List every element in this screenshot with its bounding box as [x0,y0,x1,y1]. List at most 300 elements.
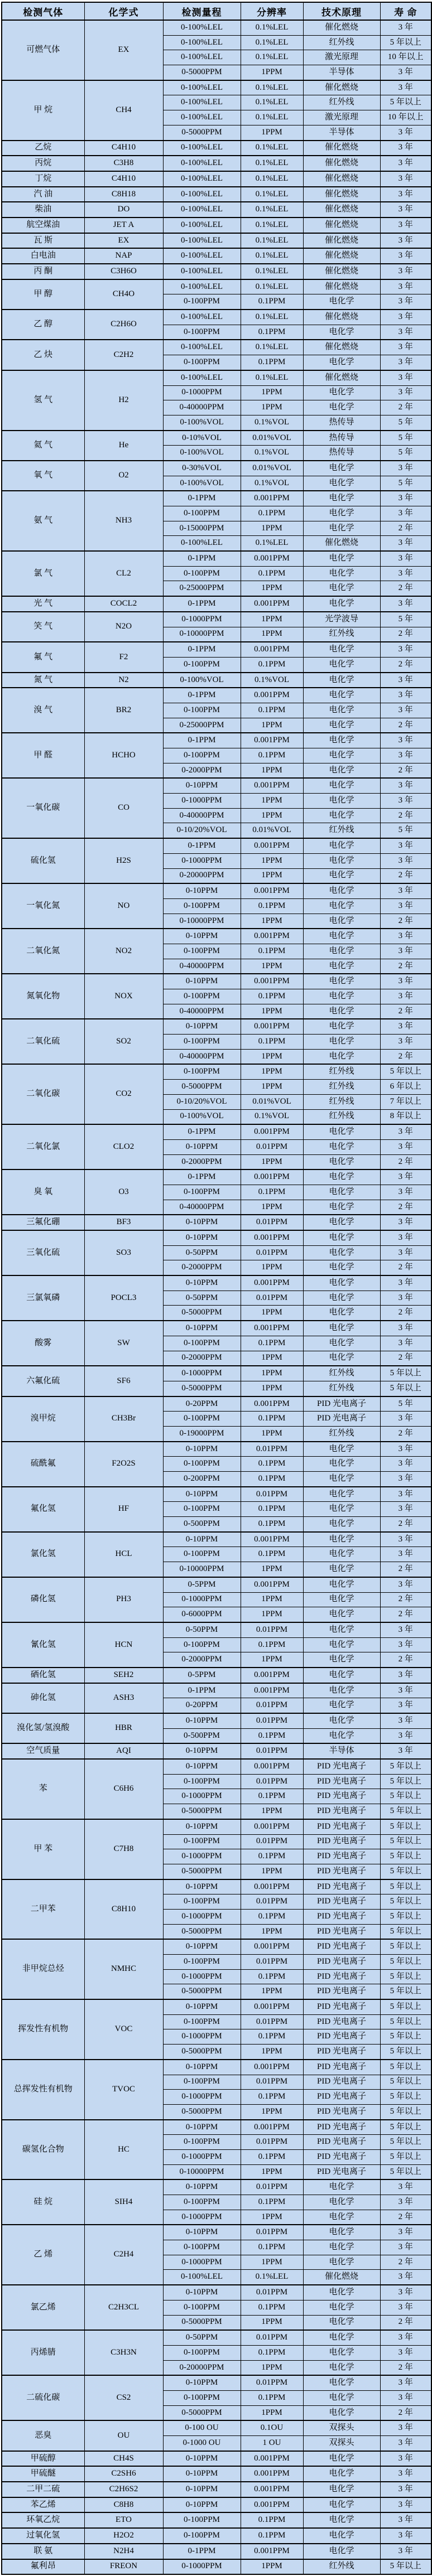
gas-name-cell: 一氧化氮 [2,883,84,929]
header-formula: 化学式 [84,2,163,20]
gas-name-cell: 非甲烷总烃 [2,1939,84,1999]
table-row [2,2497,431,2513]
range-cell: 0-5000PPM [163,1804,241,1819]
resolution-cell: 1PPM [241,2164,303,2179]
lifespan-cell: 3 年 [380,1457,431,1472]
principle-cell: PID 光电离子 [303,2164,380,2179]
table-row [2,1713,431,1728]
principle-cell: 半导体 [303,65,380,80]
range-cell: 0-100%VOL [163,673,241,688]
resolution-cell: 0.001PPM [241,1275,303,1291]
range-cell: 0-100PPM [163,2300,241,2315]
principle-cell: 电化学 [303,1532,380,1547]
resolution-cell: 1PPM [241,2255,303,2270]
resolution-cell: 0.1%VOL [241,476,303,491]
table-row [2,171,431,187]
lifespan-cell: 3 年 [380,2436,431,2451]
lifespan-cell: 3 年 [380,536,431,551]
range-cell: 0-10PPM [163,1999,241,2014]
lifespan-cell: 3 年 [380,642,431,657]
lifespan-cell: 2 年 [380,2255,431,2270]
lifespan-cell: 3 年 [380,2179,431,2195]
principle-cell: 电化学 [303,1004,380,1019]
principle-cell: 电化学 [303,2405,380,2420]
resolution-cell: 0.1PPM [241,703,303,718]
gas-name-cell: 溴化氢/氢溴酸 [2,1713,84,1743]
principle-cell: 电化学 [303,2240,380,2255]
lifespan-cell: 7 年以上 [380,1094,431,1109]
resolution-cell: 0.01PPM [241,2179,303,2195]
table-row [2,2375,431,2390]
principle-cell: 电化学 [303,1728,380,1743]
lifespan-cell: 5 年以上 [380,2164,431,2179]
range-cell: 0-1PPM [163,551,241,566]
lifespan-cell: 3 年 [380,2345,431,2360]
range-cell: 0-5000PPM [163,1924,241,1939]
formula-cell: HBR [84,1713,163,1743]
principle-cell: 电化学 [303,1652,380,1668]
gas-name-cell: 苯 [2,1759,84,1819]
range-cell: 0-10/20%VOL [163,823,241,838]
table-row [2,778,431,793]
principle-cell: 电化学 [303,718,380,733]
resolution-cell: 0.001PPM [241,1169,303,1185]
lifespan-cell: 5 年以上 [380,1879,431,1894]
resolution-cell: 1PPM [241,2104,303,2119]
table-row [2,1668,431,1683]
lifespan-cell: 3 年 [380,1169,431,1185]
lifespan-cell: 5 年以上 [380,1924,431,1939]
principle-cell: 电化学 [303,868,380,883]
range-cell: 0-100PPM [163,2528,241,2544]
formula-cell: C2H2 [84,340,163,370]
lifespan-cell: 3 年 [380,673,431,688]
principle-cell: 红外线 [303,1064,380,1079]
lifespan-cell: 10 年以上 [380,50,431,65]
resolution-cell: 0.01PPM [241,1487,303,1502]
table-row [2,642,431,657]
gas-name-cell: 氯化氢 [2,1532,84,1577]
table-row [2,2225,431,2240]
table-row [2,673,431,688]
table-row [2,1743,431,1759]
principle-cell: 电化学 [303,1291,380,1306]
lifespan-cell: 3 年 [380,1275,431,1291]
range-cell: 0-100PPM [163,566,241,581]
formula-cell: C4H10 [84,171,163,187]
principle-cell: 红外线 [303,1426,380,1441]
resolution-cell: 0.1PPM [241,2345,303,2360]
resolution-cell: 0.001PPM [241,2451,303,2467]
principle-cell: 电化学 [303,1562,380,1577]
range-cell: 0-10PPM [163,1759,241,1774]
lifespan-cell: 3 年 [380,1502,431,1517]
resolution-cell: 0.1%LEL [241,35,303,50]
range-cell: 0-10PPM [163,1879,241,1894]
gas-name-cell: 硫酰氟 [2,1442,84,1487]
gas-name-cell: 氮 气 [2,673,84,688]
formula-cell: EX [84,233,163,249]
lifespan-cell: 3 年 [380,1668,431,1683]
range-cell: 0-5000PPM [163,1306,241,1321]
lifespan-cell: 3 年 [380,944,431,959]
principle-cell: 催化燃烧 [303,233,380,249]
range-cell: 0-10PPM [163,2285,241,2300]
gas-name-cell: 过氧化氢 [2,2528,84,2544]
principle-cell: 电化学 [303,2300,380,2315]
formula-cell: SIH4 [84,2179,163,2225]
gas-name-cell: 丙 酮 [2,264,84,279]
formula-cell: O2 [84,461,163,491]
principle-cell: 电化学 [303,1472,380,1487]
lifespan-cell: 2 年 [380,2360,431,2375]
formula-cell: POCL3 [84,1275,163,1321]
principle-cell: 电化学 [303,1035,380,1050]
table-row [2,1759,431,1774]
range-cell: 0-2000PPM [163,763,241,778]
lifespan-cell: 2 年 [380,1652,431,1668]
resolution-cell: 0.1PPM [241,2195,303,2210]
resolution-cell: 0.1PPM [241,1412,303,1427]
principle-cell: 红外线 [303,627,380,642]
principle-cell: 电化学 [303,2210,380,2225]
range-cell: 0-25000PPM [163,581,241,596]
resolution-cell: 0.001PPM [241,1683,303,1698]
lifespan-cell: 5 年以上 [380,1864,431,1879]
range-cell: 0-10PPM [163,1487,241,1502]
resolution-cell: 0.1PPM [241,748,303,763]
gas-name-cell: 臭 氧 [2,1169,84,1215]
range-cell: 0-1000 OU [163,2436,241,2451]
table-row [2,279,431,294]
gas-name-cell: 二甲苯 [2,1879,84,1940]
principle-cell: 电化学 [303,657,380,672]
lifespan-cell: 2 年 [380,1607,431,1622]
range-cell: 0-100%LEL [163,2270,241,2285]
gas-name-cell: 氨 气 [2,491,84,551]
range-cell: 0-100PPM [163,1502,241,1517]
lifespan-cell: 5 年以上 [380,1969,431,1984]
lifespan-cell: 5 年以上 [380,2075,431,2090]
range-cell: 0-1PPM [163,596,241,612]
lifespan-cell: 2 年 [380,868,431,883]
lifespan-cell: 3 年 [380,989,431,1004]
resolution-cell: 0.1%LEL [241,536,303,551]
resolution-cell: 1PPM [241,521,303,536]
range-cell: 0-10PPM [163,1713,241,1728]
lifespan-cell: 3 年 [380,1622,431,1637]
lifespan-cell: 10 年以上 [380,110,431,125]
formula-cell: HF [84,1487,163,1532]
lifespan-cell: 5 年以上 [380,2120,431,2135]
principle-cell: 电化学 [303,2285,380,2300]
range-cell: 0-100PPM [163,1185,241,1200]
principle-cell: PID 光电离子 [303,1864,380,1879]
range-cell: 0-2000PPM [163,1351,241,1366]
principle-cell: 电化学 [303,1154,380,1169]
resolution-cell: 1PPM [241,959,303,974]
lifespan-cell: 5 年以上 [380,1759,431,1774]
range-cell: 0-10000PPM [163,627,241,642]
lifespan-cell: 3 年 [380,1139,431,1154]
range-cell: 0-1000PPM [163,1366,241,1381]
formula-cell: CO [84,778,163,838]
resolution-cell: 1PPM [241,1080,303,1095]
lifespan-cell: 3 年 [380,1230,431,1245]
gas-name-cell: 光 气 [2,596,84,612]
lifespan-cell: 5 年以上 [380,2559,431,2575]
lifespan-cell: 3 年 [380,461,431,476]
principle-cell: 红外线 [303,2559,380,2575]
range-cell: 0-100PPM [163,294,241,310]
range-cell: 0-5000PPM [163,2405,241,2420]
range-cell: 0-10PPM [163,1321,241,1336]
range-cell: 0-1000PPM [163,385,241,400]
range-cell: 0-1000PPM [163,2559,241,2575]
resolution-cell: 0.01PPM [241,2330,303,2345]
principle-cell: 电化学 [303,2345,380,2360]
range-cell: 0-100PPM [163,1955,241,1970]
formula-cell: HCL [84,1532,163,1577]
formula-cell: HC [84,2120,163,2180]
lifespan-cell: 3 年 [380,1321,431,1336]
principle-cell: 电化学 [303,566,380,581]
table-row [2,1622,431,1637]
range-cell: 0-10000PPM [163,2164,241,2179]
resolution-cell: 1PPM [241,914,303,929]
principle-cell: 激光原理 [303,50,380,65]
gas-name-cell: 砷化氢 [2,1683,84,1713]
table-row [2,491,431,506]
resolution-cell: 1PPM [241,400,303,415]
gas-name-cell: 甲硫醇 [2,2451,84,2467]
range-cell: 0-1PPM [163,838,241,853]
lifespan-cell: 3 年 [380,551,431,566]
lifespan-cell: 3 年 [380,1245,431,1260]
resolution-cell: 0.01%VOL [241,431,303,446]
range-cell: 0-100PPM [163,2345,241,2360]
gas-name-cell: 甲 苯 [2,1819,84,1879]
lifespan-cell: 3 年 [380,141,431,156]
gas-name-cell: 三氯氧磷 [2,1275,84,1321]
formula-cell: C2H4 [84,2225,163,2285]
resolution-cell: 0.1PPM [241,1336,303,1351]
principle-cell: 红外线 [303,1366,380,1381]
formula-cell: C3H6O [84,264,163,279]
resolution-cell: 0.1PPM [241,2240,303,2255]
gas-name-cell: 环氧乙烷 [2,2512,84,2528]
resolution-cell: 0.1%LEL [241,2270,303,2285]
principle-cell: 电化学 [303,974,380,989]
principle-cell: 电化学 [303,642,380,657]
resolution-cell: 0.01PPM [241,1743,303,1759]
range-cell: 0-20PPM [163,1698,241,1713]
formula-cell: HCHO [84,733,163,778]
gas-name-cell: 氟利昂 [2,2559,84,2575]
resolution-cell: 1PPM [241,2210,303,2225]
lifespan-cell: 2 年 [380,627,431,642]
lifespan-cell: 3 年 [380,279,431,294]
gas-name-cell: 氧 气 [2,461,84,491]
range-cell: 0-100PPM [163,1064,241,1079]
range-cell: 0-50PPM [163,2330,241,2345]
principle-cell: 催化燃烧 [303,202,380,218]
formula-cell: JET A [84,218,163,233]
lifespan-cell: 3 年 [380,1124,431,1139]
table-row [2,929,431,944]
lifespan-cell: 2 年 [380,1200,431,1215]
gas-name-cell: 甲硫醚 [2,2466,84,2482]
range-cell: 0-100%LEL [163,141,241,156]
lifespan-cell: 3 年 [380,929,431,944]
formula-cell: FREON [84,2559,163,2575]
principle-cell: 电化学 [303,1622,380,1637]
principle-cell: 催化燃烧 [303,340,380,355]
principle-cell: 电化学 [303,1683,380,1698]
principle-cell: 催化燃烧 [303,248,380,264]
resolution-cell: 0.1PPM [241,2090,303,2105]
resolution-cell: 0.1PPM [241,1472,303,1487]
principle-cell: 电化学 [303,1502,380,1517]
lifespan-cell: 3 年 [380,218,431,233]
formula-cell: NH3 [84,491,163,551]
formula-cell: C2H6S2 [84,2482,163,2497]
lifespan-cell: 3 年 [380,2330,431,2345]
lifespan-cell: 5 年以上 [380,1955,431,1970]
principle-cell: 催化燃烧 [303,20,380,35]
lifespan-cell: 5 年以上 [380,1819,431,1834]
range-cell: 0-100%LEL [163,264,241,279]
resolution-cell: 1 OU [241,2436,303,2451]
resolution-cell: 0.001PPM [241,642,303,657]
formula-cell: He [84,431,163,461]
principle-cell: PID 光电离子 [303,1804,380,1819]
principle-cell: 电化学 [303,763,380,778]
table-row [2,461,431,476]
lifespan-cell: 3 年 [380,370,431,385]
resolution-cell: 0.01PPM [241,1774,303,1789]
lifespan-cell: 5 年 [380,431,431,446]
range-cell: 0-10PPM [163,2120,241,2135]
principle-cell: PID 光电离子 [303,1849,380,1864]
resolution-cell: 0.01PPM [241,1698,303,1713]
range-cell: 0-1PPM [163,2544,241,2559]
formula-cell: C3H3N [84,2330,163,2375]
range-cell: 0-100PPM [163,2195,241,2210]
range-cell: 0-5PPM [163,1577,241,1592]
range-cell: 0-50PPM [163,1291,241,1306]
resolution-cell: 0.001PPM [241,1124,303,1139]
gas-name-cell: 氯 气 [2,551,84,596]
principle-cell: 电化学 [303,355,380,370]
range-cell: 0-100PPM [163,2135,241,2150]
range-cell: 0-30%VOL [163,461,241,476]
resolution-cell: 0.1%LEL [241,370,303,385]
formula-cell: NOX [84,974,163,1019]
table-row [2,838,431,853]
resolution-cell: 0.001PPM [241,688,303,703]
resolution-cell: 0.1%LEL [241,233,303,249]
range-cell: 0-100%LEL [163,248,241,264]
formula-cell: PH3 [84,1577,163,1622]
table-row [2,202,431,218]
resolution-cell: 0.1%LEL [241,80,303,95]
formula-cell: SW [84,1321,163,1366]
lifespan-cell: 2 年 [380,1517,431,1532]
formula-cell: C8H8 [84,2497,163,2513]
lifespan-cell: 3 年 [380,1683,431,1698]
range-cell: 0-100PPM [163,2240,241,2255]
range-cell: 0-100PPM [163,1894,241,1910]
principle-cell: 电化学 [303,1351,380,1366]
table-row [2,370,431,385]
gas-name-cell: 六氟化硫 [2,1366,84,1396]
lifespan-cell: 5 年以上 [380,2045,431,2060]
gas-name-cell: 甲 烷 [2,80,84,141]
resolution-cell: 1PPM [241,627,303,642]
resolution-cell: 0.1%LEL [241,50,303,65]
resolution-cell: 0.1PPM [241,1502,303,1517]
principle-cell: 电化学 [303,1306,380,1321]
lifespan-cell: 3 年 [380,688,431,703]
table-row [2,1321,431,1336]
range-cell: 0-100PPM [163,1774,241,1789]
principle-cell: 电化学 [303,461,380,476]
range-cell: 0-19000PPM [163,1426,241,1441]
range-cell: 0-100%LEL [163,171,241,187]
lifespan-cell: 5 年以上 [380,95,431,110]
gas-sensor-spec-table [1,2,432,2575]
range-cell: 0-15000PPM [163,521,241,536]
lifespan-cell: 3 年 [380,171,431,187]
table-row [2,1879,431,1894]
resolution-cell: 1PPM [241,2405,303,2420]
resolution-cell: 0.001PPM [241,883,303,898]
formula-cell: NO2 [84,929,163,974]
lifespan-cell: 3 年 [380,202,431,218]
range-cell: 0-1000PPM [163,1592,241,1607]
lifespan-cell: 3 年 [380,2300,431,2315]
formula-cell: CL2 [84,551,163,596]
principle-cell: PID 光电离子 [303,2149,380,2164]
gas-name-cell: 乙 烯 [2,2225,84,2285]
range-cell: 0-10/20%VOL [163,1094,241,1109]
resolution-cell: 1PPM [241,853,303,868]
range-cell: 0-40000PPM [163,1049,241,1064]
range-cell: 0-5000PPM [163,125,241,140]
range-cell: 0-100%VOL [163,446,241,461]
table-row [2,1532,431,1547]
table-row [2,1939,431,1954]
lifespan-cell: 2 年 [380,1049,431,1064]
lifespan-cell: 2 年 [380,1154,431,1169]
gas-name-cell: 氦 气 [2,431,84,461]
resolution-cell: 1PPM [241,1154,303,1169]
resolution-cell: 0.001PPM [241,1819,303,1834]
principle-cell: PID 光电离子 [303,1999,380,2014]
lifespan-cell: 2 年 [380,959,431,974]
gas-name-cell: 硅 烷 [2,2179,84,2225]
principle-cell: 电化学 [303,989,380,1004]
range-cell: 0-10PPM [163,1819,241,1834]
table-row [2,2466,431,2482]
range-cell: 0-1000PPM [163,1909,241,1924]
principle-cell: 催化燃烧 [303,187,380,202]
lifespan-cell: 3 年 [380,2375,431,2390]
resolution-cell: 0.1PPM [241,294,303,310]
principle-cell: 电化学 [303,733,380,748]
lifespan-cell: 3 年 [380,187,431,202]
